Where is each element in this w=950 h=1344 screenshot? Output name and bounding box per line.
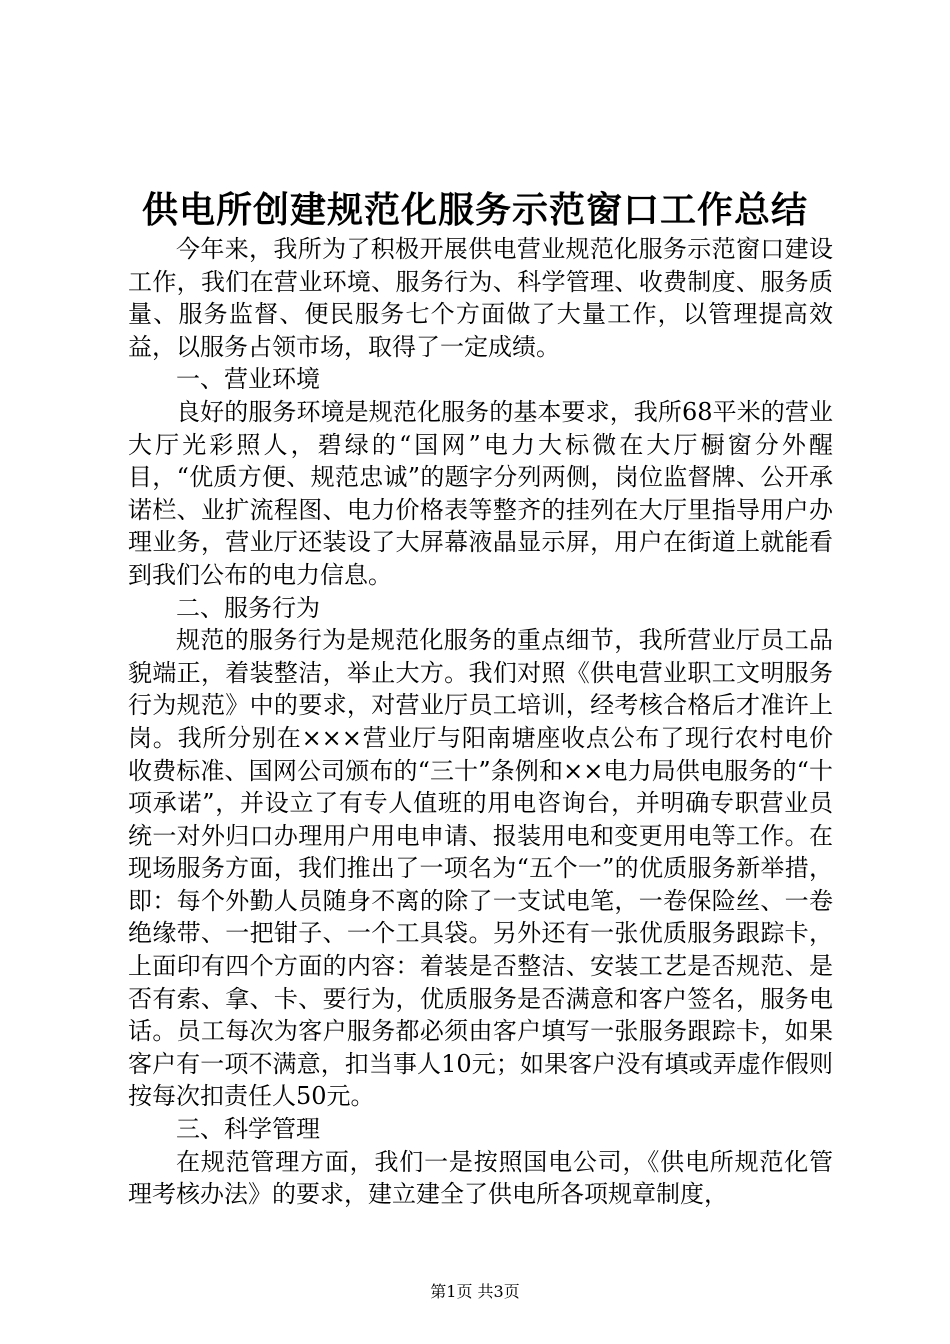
section-paragraph-2: 规范的服务行为是规范化服务的重点细节，我所营业厅员工品貌端正，着装整洁，举止大方。我们对照《供电营业职工文明服务行为规范》中的要求，对营业厅员工培训，经考核合格后才准许上岗。我所分别在×××营业厅与阳南塘座收点公布了现行农村电价收费标准、国网公司颁布的“三十”条例和××电力局供电服务的“十项承诺”，并设立了有专人值班的用电咨询台，并明确专职营业员统一对外归口办理用户用电申请、报装用电和变更用电等工作。在现场服务方面，我们推出了一项名为“五个一”的优质服务新举措，即：每个外勤人员随身不离的除了一支试电笔，一卷保险丝、一卷绝缘带、一把钳子、一个工具袋。另外还有一张优质服务跟踪卡，上面印有四个方面的内容：着装是否整洁、安装工艺是否规范、是否有索、拿、卡、要行为，优质服务是否满意和客户签名，服务电话。员工每次为客户服务都必须由客户填写一张服务跟踪卡，如果客户有一项不满意，扣当事人10元；如果客户没有填或弄虚作假则按每次扣责任人50元。 bbox=[128, 626, 833, 1111]
document-title: 供电所创建规范化服务示范窗口工作总结 bbox=[141, 189, 808, 231]
document-body bbox=[128, 233, 833, 1211]
section-paragraph-3: 在规范管理方面，我们一是按照国电公司，《供电所规范化管理考核办法》的要求，建立建全了供电所各项规章制度， bbox=[128, 1147, 833, 1209]
intro-paragraph: 今年来，我所为了积极开展供电营业规范化服务示范窗口建设工作，我们在营业环境、服务行为、科学管理、收费制度、服务质量、服务监督、便民服务七个方面做了大量工作，以管理提高效益，以服务占领市场，取得了一定成绩。 bbox=[128, 235, 833, 361]
page-footer: 第1页 共3页 bbox=[430, 1282, 520, 1301]
section-heading-2: 二、服务行为 bbox=[176, 593, 320, 622]
section-paragraph-1: 良好的服务环境是规范化服务的基本要求，我所68平米的营业大厅光彩照人，碧绿的“国网”电力大标微在大厅橱窗分外醒目，“优质方便、规范忠诚”的题字分列两侧，岗位监督牌、公开承诺栏、业扩流程图、电力价格表等整齐的挂列在大厅里指导用户办理业务，营业厅还装设了大屏幕液晶显示屏，用户在街道上就能看到我们公布的电力信息。 bbox=[128, 397, 833, 589]
section-heading-3: 三、科学管理 bbox=[176, 1115, 320, 1144]
section-heading-1: 一、营业环境 bbox=[176, 365, 320, 394]
